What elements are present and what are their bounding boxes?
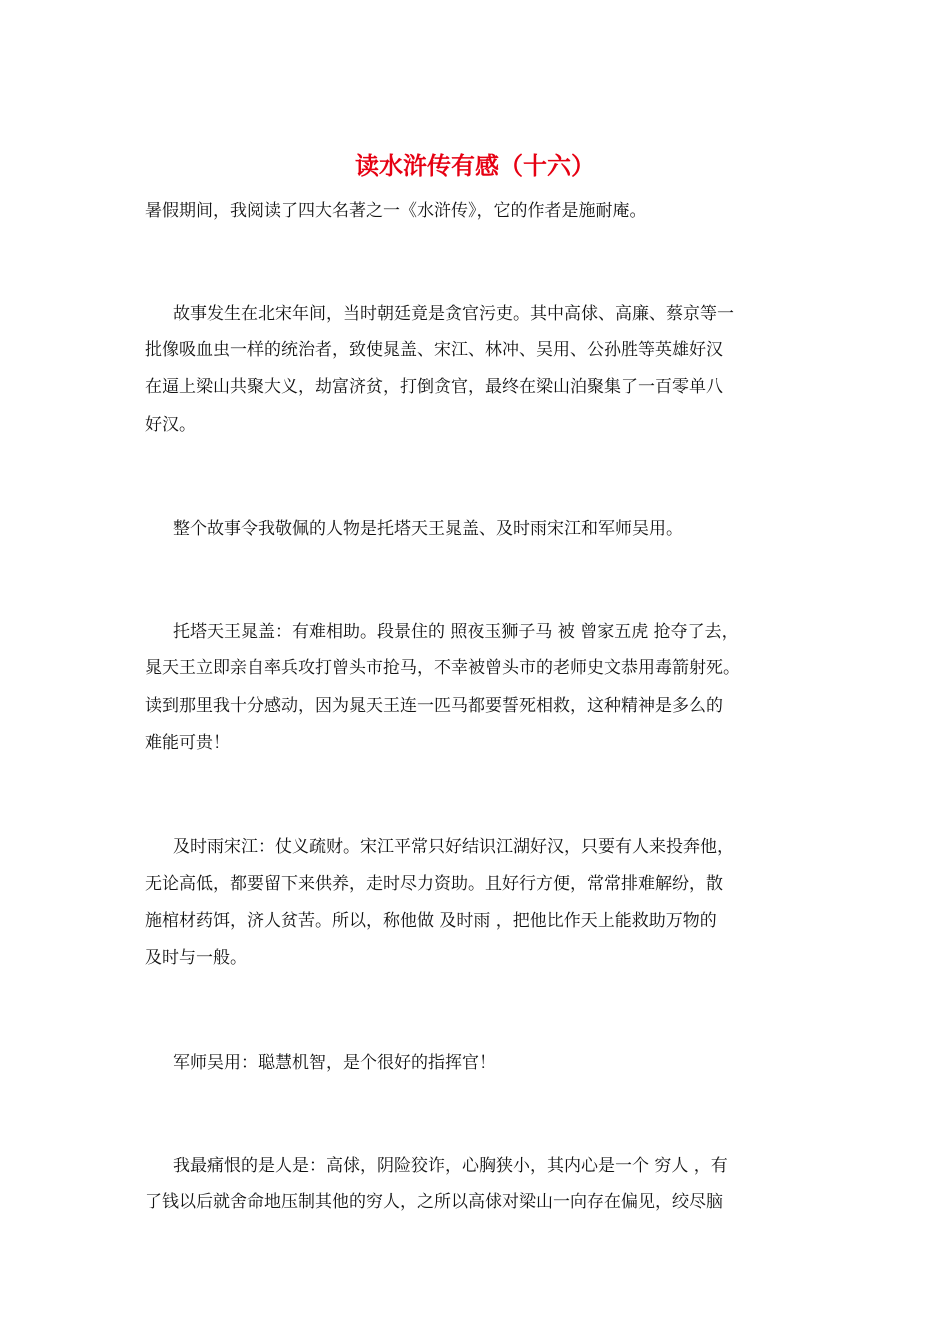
text-line: 托塔天王晁盖：有难相助。段景住的 照夜玉狮子马 被 曾家五虎 抢夺了去， [173, 622, 739, 642]
text-line: 批像吸血虫一样的统治者，致使晁盖、宋江、林冲、吴用、公孙胜等英雄好汉 [145, 340, 723, 360]
text-line: 整个故事令我敬佩的人物是托塔天王晁盖、及时雨宋江和军师吴用。 [173, 519, 683, 539]
text-line: 我最痛恨的是人是：高俅，阴险狡诈，心胸狭小，其内心是一个 穷人 ，有 [173, 1156, 728, 1176]
text-line: 暑假期间，我阅读了四大名著之一《水浒传》，它的作者是施耐庵。 [145, 201, 647, 221]
text-line: 在逼上梁山共聚大义，劫富济贫，打倒贪官，最终在梁山泊聚集了一百零单八 [145, 377, 723, 397]
text-line: 好汉。 [145, 415, 196, 435]
text-line: 读到那里我十分感动，因为晁天王连一匹马都要誓死相救，这种精神是多么的 [145, 696, 723, 716]
text-line: 及时与一般。 [145, 948, 247, 968]
text-line: 军师吴用：聪慧机智，是个很好的指挥官！ [173, 1053, 496, 1073]
text-line: 故事发生在北宋年间，当时朝廷竟是贪官污吏。其中高俅、高廉、蔡京等一 [173, 304, 734, 324]
document-title: 读水浒传有感（十六） [355, 151, 595, 180]
text-line: 晁天王立即亲自率兵攻打曾头市抢马，不幸被曾头市的老师史文恭用毒箭射死。 [145, 658, 740, 678]
text-line: 了钱以后就舍命地压制其他的穷人，之所以高俅对梁山一向存在偏见，绞尽脑 [145, 1192, 723, 1212]
text-line: 及时雨宋江：仗义疏财。宋江平常只好结识江湖好汉，只要有人来投奔他， [173, 837, 734, 857]
text-line: 施棺材药饵，济人贫苦。所以，称他做 及时雨 ，把他比作天上能救助万物的 [145, 911, 717, 931]
text-line: 无论高低，都要留下来供养，走时尽力资助。且好行方便，常常排难解纷，散 [145, 874, 723, 894]
text-line: 难能可贵！ [145, 733, 230, 753]
